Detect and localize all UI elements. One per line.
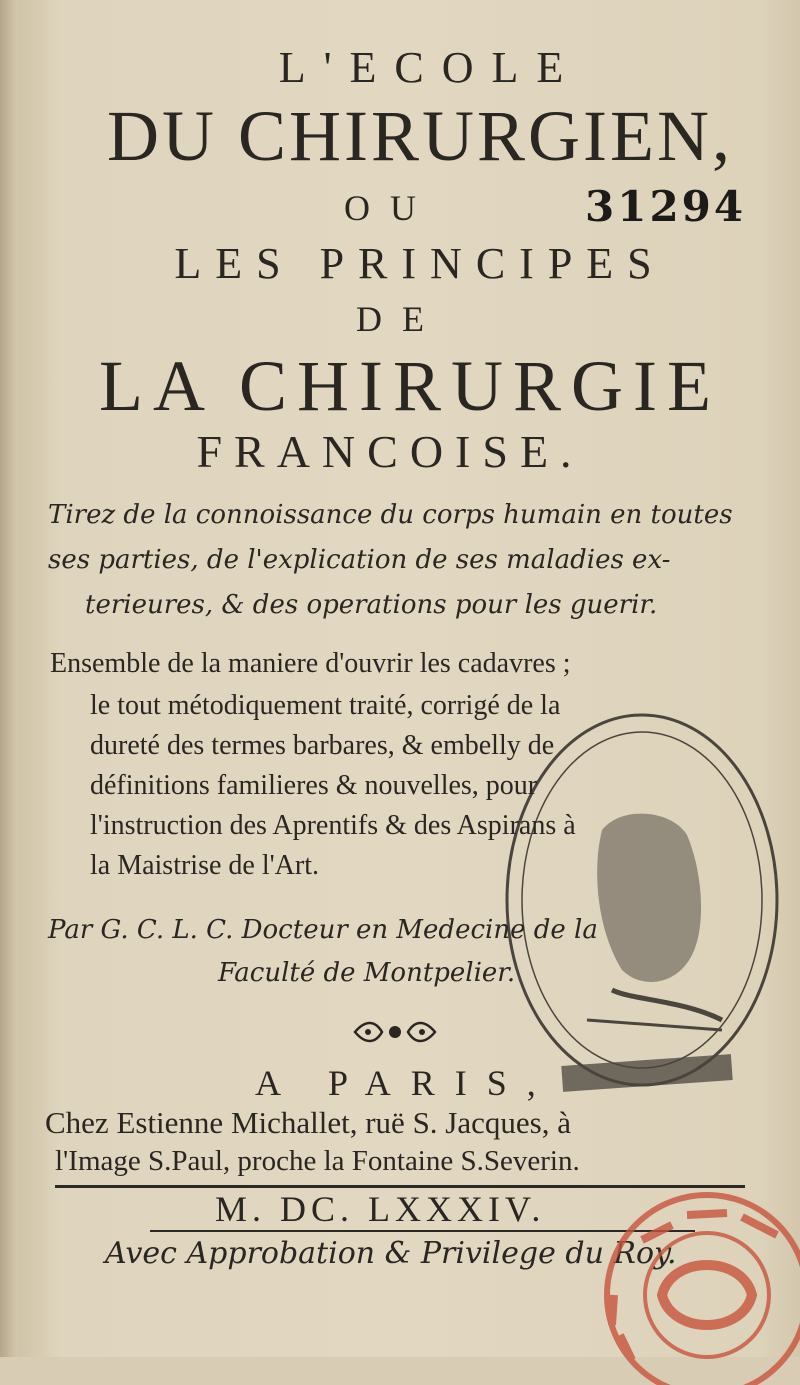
body-line: définitions familieres & nouvelles, pour <box>90 770 538 801</box>
body-line: l'instruction des Aprentifs & des Aspirans à <box>90 810 576 841</box>
subtitle-line: ses parties, de l'explication de ses maladies ex- <box>48 545 671 575</box>
body-line: Ensemble de la maniere d'ouvrir les cadavres ; <box>50 648 571 679</box>
printer-ornament-icon <box>350 1018 440 1046</box>
title-line-de: DE <box>356 299 444 339</box>
library-stamp-icon <box>492 700 800 1100</box>
body-line: dureté des termes barbares, & embelly de <box>90 730 555 761</box>
publisher-line: l'Image S.Paul, proche la Fontaine S.Severin. <box>55 1145 580 1177</box>
imprint-year: M. DC. LXXXIV. <box>215 1189 546 1229</box>
imprint-place: A PARIS, <box>255 1063 556 1103</box>
shelf-number: 31294 <box>585 182 747 231</box>
title-line-les-principes: LES PRINCIPES <box>174 239 666 288</box>
title-line-la-chirurgie: LA CHIRURGIE <box>99 346 721 426</box>
title-line-ou: OU <box>344 188 436 228</box>
author-line: Par G. C. L. C. Docteur en Medecine de la <box>48 915 598 945</box>
title-line-du-chirurgien: DU CHIRURGIEN, <box>107 96 733 176</box>
subtitle-line: Tirez de la connoissance du corps humain en toutes <box>48 500 733 530</box>
body-line: le tout métodiquement traité, corrigé de la <box>90 690 561 721</box>
author-line: Faculté de Montpelier. <box>218 958 516 988</box>
title-line-francoise: FRANCOISE. <box>196 426 584 477</box>
body-line: la Maistrise de l'Art. <box>90 850 319 881</box>
title-line-ecole: L'ECOLE <box>278 43 582 92</box>
publisher-line: Chez Estienne Michallet, ruë S. Jacques, à <box>45 1105 571 1140</box>
red-library-stamp-icon <box>592 1185 800 1385</box>
subtitle-line: terieures, & des operations pour les guerir. <box>85 590 658 620</box>
privilege-line: Avec Approbation & Privilege du Roy. <box>105 1236 677 1271</box>
